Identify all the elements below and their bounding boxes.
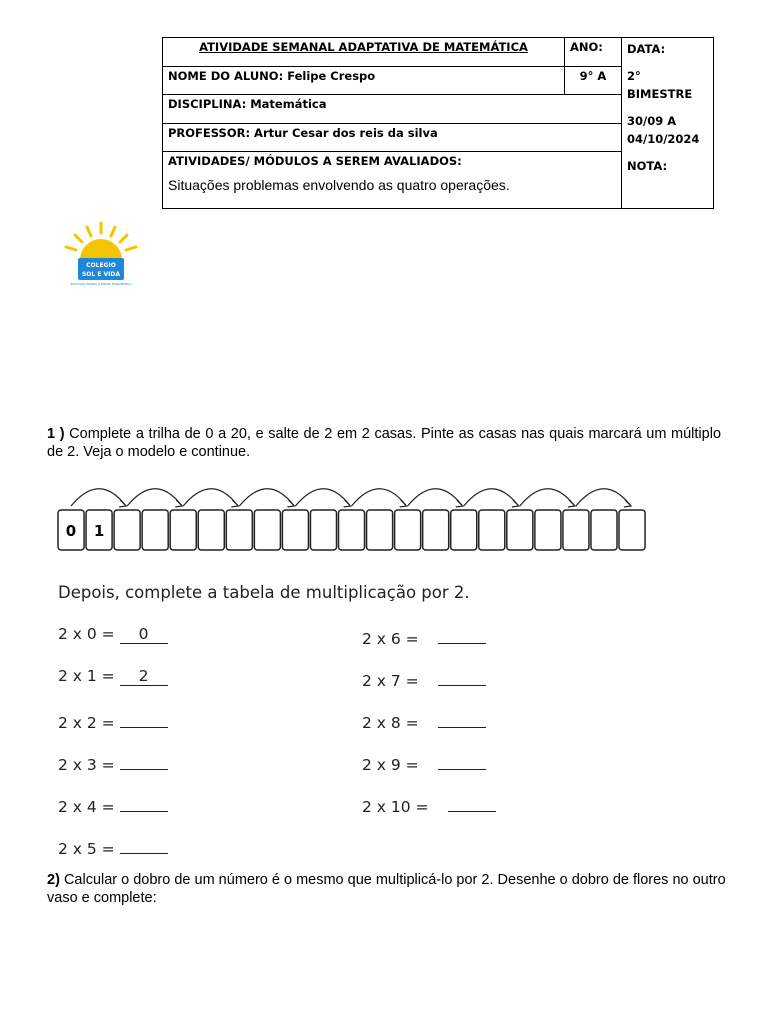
student-name: NOME DO ALUNO: Felipe Crespo <box>163 67 565 95</box>
multiplication-expression: 2 x 2 = <box>58 714 115 732</box>
jump-arc <box>183 489 237 506</box>
date-range-end: 04/10/2024 <box>627 132 700 146</box>
arrow-head-icon <box>456 500 463 507</box>
bimestre: 2° BIMESTRE <box>627 69 693 101</box>
arrow-head-icon <box>344 500 351 507</box>
track-cell[interactable] <box>170 510 196 550</box>
track-cell[interactable] <box>142 510 168 550</box>
arrow-head-icon <box>287 500 294 507</box>
arrow-head-icon <box>512 500 519 507</box>
multiplication-expression: 2 x 0 = <box>58 625 115 643</box>
answer-blank[interactable] <box>438 625 486 644</box>
track-cell[interactable] <box>619 510 645 550</box>
date-cell <box>622 38 714 209</box>
track-cell[interactable] <box>114 510 140 550</box>
question-1-text <box>47 425 721 461</box>
track-cell[interactable] <box>367 510 393 550</box>
date-range-start: 30/09 A <box>627 114 677 128</box>
track-cell[interactable] <box>226 510 252 550</box>
arrow-head-icon <box>400 500 407 507</box>
multiplication-row <box>362 667 486 690</box>
professor: PROFESSOR: Artur Cesar dos reis da silva <box>163 124 622 152</box>
jump-arc <box>408 489 462 506</box>
question-2-body: Calcular o dobro de um número é o mesmo que multiplicá-lo por 2. Desenhe o dobro de flores no outro vaso e complete: <box>47 872 726 906</box>
multiplication-row <box>362 793 496 816</box>
question-2-text <box>47 871 727 907</box>
multiplication-row <box>362 625 486 648</box>
multiplication-row <box>58 793 168 816</box>
answer-blank[interactable] <box>438 751 486 770</box>
jump-arc <box>71 489 125 506</box>
answer-blank[interactable] <box>120 709 168 728</box>
jump-arc <box>127 489 181 506</box>
number-track <box>55 480 655 560</box>
multiplication-subheading: Depois, complete a tabela de multiplicação por 2. <box>58 583 470 602</box>
multiplication-row <box>58 625 168 644</box>
arrow-head-icon <box>231 500 238 507</box>
logo-tagline: EDUCAÇÃO INFANTIL E ENSINO FUNDAMENTAL <box>70 283 132 286</box>
nota-label: NOTA: <box>627 159 668 173</box>
answer-blank[interactable] <box>120 751 168 770</box>
multiplication-expression: 2 x 1 = <box>58 667 115 685</box>
track-cell[interactable] <box>310 510 336 550</box>
header-table <box>162 37 714 209</box>
answer-blank[interactable]: 2 <box>120 667 168 686</box>
answer-blank[interactable] <box>438 709 486 728</box>
multiplication-expression: 2 x 7 = <box>362 672 419 690</box>
track-cell[interactable] <box>58 510 84 550</box>
track-cell[interactable] <box>423 510 449 550</box>
jump-arc <box>464 489 518 506</box>
arrow-head-icon <box>624 500 631 507</box>
multiplication-row <box>58 667 168 686</box>
arrow-head-icon <box>175 500 182 507</box>
track-cell-value: 1 <box>93 522 105 540</box>
multiplication-expression: 2 x 6 = <box>362 630 419 648</box>
multiplication-expression: 2 x 8 = <box>362 714 419 732</box>
track-cell[interactable] <box>591 510 617 550</box>
track-cell[interactable] <box>282 510 308 550</box>
multiplication-expression: 2 x 5 = <box>58 840 115 858</box>
multiplication-expression: 2 x 10 = <box>362 798 429 816</box>
arrow-head-icon <box>119 500 126 507</box>
multiplication-expression: 2 x 4 = <box>58 798 115 816</box>
answer-blank[interactable] <box>438 667 486 686</box>
track-cell[interactable] <box>254 510 280 550</box>
multiplication-row <box>58 835 168 858</box>
question-1-number: 1 ) <box>47 426 65 442</box>
jump-arc <box>576 489 630 506</box>
activities-cell <box>163 152 622 209</box>
multiplication-row <box>362 709 486 732</box>
track-cell[interactable] <box>563 510 589 550</box>
arrow-head-icon <box>568 500 575 507</box>
multiplication-row <box>58 709 168 732</box>
track-cell[interactable] <box>86 510 112 550</box>
data-label: DATA: <box>627 42 666 56</box>
multiplication-expression: 2 x 9 = <box>362 756 419 774</box>
jump-arc <box>352 489 406 506</box>
discipline: DISCIPLINA: Matemática <box>163 95 622 124</box>
track-cell[interactable] <box>451 510 477 550</box>
question-1-body: Complete a trilha de 0 a 20, e salte de 2 em 2 casas. Pinte as casas nas quais marcará um múltiplo de 2. Veja o modelo e continue. <box>47 426 722 460</box>
school-logo <box>60 220 142 290</box>
multiplication-row <box>362 751 486 774</box>
logo-line1: COLEGIO <box>86 262 116 269</box>
worksheet-title: ATIVIDADE SEMANAL ADAPTATIVA DE MATEMÁTICA <box>163 38 565 67</box>
activities-text: Situações problemas envolvendo as quatro operações. <box>168 177 510 193</box>
jump-arc <box>520 489 574 506</box>
multiplication-row <box>58 751 168 774</box>
track-cell[interactable] <box>535 510 561 550</box>
track-cell[interactable] <box>339 510 365 550</box>
activities-label: ATIVIDADES/ MÓDULOS A SEREM AVALIADOS: <box>168 154 462 168</box>
answer-blank[interactable] <box>448 793 496 812</box>
ano-label: ANO: <box>565 38 622 67</box>
multiplication-expression: 2 x 3 = <box>58 756 115 774</box>
answer-blank[interactable] <box>120 835 168 854</box>
track-cell[interactable] <box>507 510 533 550</box>
track-cell[interactable] <box>395 510 421 550</box>
track-cell[interactable] <box>198 510 224 550</box>
jump-arc <box>239 489 293 506</box>
answer-blank[interactable]: 0 <box>120 625 168 644</box>
question-2-number: 2) <box>47 872 60 888</box>
answer-blank[interactable] <box>120 793 168 812</box>
jump-arc <box>295 489 349 506</box>
ano-value: 9° A <box>565 67 622 95</box>
track-cell[interactable] <box>479 510 505 550</box>
track-cell-value: 0 <box>65 522 77 540</box>
logo-line2: SOL E VIDA <box>81 271 121 278</box>
